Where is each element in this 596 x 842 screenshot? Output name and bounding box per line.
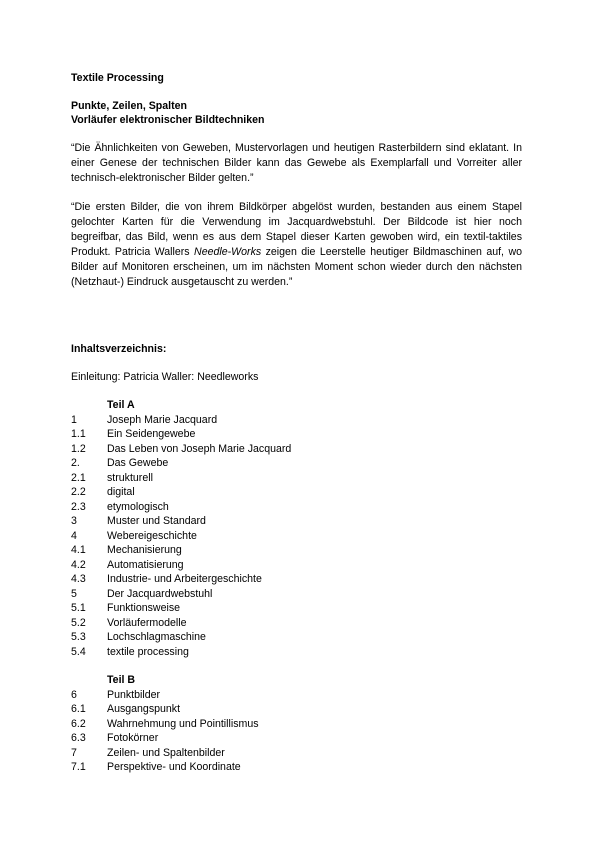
- quote-2-text-a: “Die ersten Bilder, die von ihrem Bildkörper abgelöst wurden, bestanden aus einem Stapel gelochter Karten für die Verwendung im Jacquardwebstuhl. Der Bildcode ist hier noch begreifbar, das Bild, wenn es aus dem Stapel dieser Karten gewoben wird, ein textil-taktiles Produkt. Patricia Wallers: [71, 201, 522, 258]
- toc-entry-label: Funktionsweise: [107, 602, 181, 614]
- toc-entry-number: 6: [71, 688, 77, 701]
- toc-entry: [71, 485, 522, 500]
- toc-entry: [71, 601, 522, 616]
- document-page: [71, 71, 522, 775]
- toc-entry-label: Ausgangspunkt: [107, 703, 181, 715]
- toc-entry-label: strukturell: [107, 471, 153, 484]
- toc-entry-number: 2.1: [71, 471, 86, 484]
- toc-entry-label: Perspektive- und Koordinate: [107, 761, 241, 773]
- toc-entry: [71, 427, 522, 442]
- toc-entry-label: Joseph Marie Jacquard: [107, 413, 218, 426]
- toc-entry: [71, 587, 522, 602]
- toc-entry: [71, 616, 522, 631]
- toc-entry: [71, 456, 522, 471]
- toc-entry-label: Automatisierung: [107, 558, 184, 571]
- toc-entry-label: Wahrnehmung und Pointillismus: [107, 717, 259, 730]
- toc-entry-number: 6.2: [71, 717, 86, 730]
- toc-entry: [71, 731, 522, 746]
- toc-entry-number: 5.4: [71, 645, 86, 658]
- toc-entry-number: 7.1: [71, 761, 86, 773]
- toc-entry-number: 5.1: [71, 602, 86, 614]
- toc-entry: [71, 413, 522, 428]
- toc-heading: Inhaltsverzeichnis:: [71, 343, 167, 355]
- toc-entry-number: 4.1: [71, 544, 86, 556]
- toc-part-b-heading: Teil B: [107, 674, 136, 686]
- toc-part-a-heading: Teil A: [107, 399, 135, 411]
- document-title: Textile Processing: [71, 72, 164, 84]
- toc-entry: [71, 746, 522, 761]
- toc-entry-label: Lochschlagmaschine: [107, 631, 206, 643]
- toc-entry-number: 4: [71, 529, 77, 542]
- toc-entry: [71, 558, 522, 573]
- toc-entry-label: Das Leben von Joseph Marie Jacquard: [107, 442, 292, 455]
- toc-part-b-list: [71, 688, 522, 775]
- toc-entry-number: 2.2: [71, 486, 86, 498]
- toc-entry-number: 2.: [71, 457, 80, 469]
- toc-entry: [71, 572, 522, 587]
- toc-entry-label: Zeilen- und Spaltenbilder: [107, 746, 225, 759]
- toc-entry: [71, 442, 522, 457]
- toc-entry-label: Muster und Standard: [107, 515, 206, 527]
- toc-entry-number: 4.3: [71, 573, 86, 585]
- toc-entry: [71, 702, 522, 717]
- toc-entry: [71, 760, 522, 775]
- toc-entry-label: digital: [107, 486, 135, 498]
- toc-entry-number: 4.2: [71, 558, 86, 571]
- toc-entry-label: Der Jacquardwebstuhl: [107, 587, 213, 600]
- toc-entry-label: Industrie- und Arbeitergeschichte: [107, 573, 262, 585]
- quote-paragraph-2: [71, 200, 522, 290]
- toc-entry-label: Mechanisierung: [107, 544, 182, 556]
- toc-entry-label: etymologisch: [107, 500, 169, 513]
- toc-entry-label: textile processing: [107, 645, 189, 658]
- quote-2-text-b: zeigen die Leerstelle heutiger Bildmaschinen auf, wo Bilder auf Monitoren erscheinen, um im nächsten Moment schon wieder durch den nächsten (Netzhaut-) Eindruck ausgetauscht zu werden.”: [71, 246, 522, 288]
- quote-2-italic-title: Needle-Works: [194, 246, 262, 258]
- toc-entry: [71, 543, 522, 558]
- toc-entry-label: Punktbilder: [107, 688, 160, 701]
- toc-entry-number: 3: [71, 515, 77, 527]
- toc-entry-number: 1.2: [71, 442, 86, 455]
- toc-entry: [71, 471, 522, 486]
- toc-entry: [71, 514, 522, 529]
- toc-entry: [71, 500, 522, 515]
- toc-entry: [71, 645, 522, 660]
- toc-entry: [71, 717, 522, 732]
- subtitle-2: Vorläufer elektronischer Bildtechniken: [71, 114, 265, 126]
- toc-entry-number: 6.1: [71, 703, 86, 715]
- toc-entry: [71, 688, 522, 703]
- toc-entry: [71, 630, 522, 645]
- toc-entry-number: 5.2: [71, 616, 86, 629]
- toc-entry-label: Ein Seidengewebe: [107, 428, 196, 440]
- toc-entry: [71, 529, 522, 544]
- toc-entry-label: Vorläufermodelle: [107, 616, 187, 629]
- toc-entry-label: Fotokörner: [107, 732, 159, 744]
- toc-entry-number: 7: [71, 746, 77, 759]
- toc-part-a-list: [71, 413, 522, 660]
- toc-entry-number: 1.1: [71, 428, 86, 440]
- toc-entry-number: 2.3: [71, 500, 86, 513]
- toc-entry-number: 5.3: [71, 631, 86, 643]
- subtitle-1: Punkte, Zeilen, Spalten: [71, 100, 187, 112]
- quote-paragraph-1: “Die Ähnlichkeiten von Geweben, Mustervorlagen und heutigen Rasterbildern sind eklatant. In einer Genese der technischen Bilder kann das Gewebe als Exemplarfall und Vorreiter aller technisch-elektronischer Bilder gelten.”: [71, 142, 522, 184]
- toc-entry-number: 6.3: [71, 732, 86, 744]
- toc-intro: Einleitung: Patricia Waller: Needleworks: [71, 371, 259, 383]
- toc-entry-number: 5: [71, 587, 77, 600]
- toc-entry-label: Webereigeschichte: [107, 529, 197, 542]
- toc-entry-number: 1: [71, 413, 77, 426]
- toc-entry-label: Das Gewebe: [107, 457, 169, 469]
